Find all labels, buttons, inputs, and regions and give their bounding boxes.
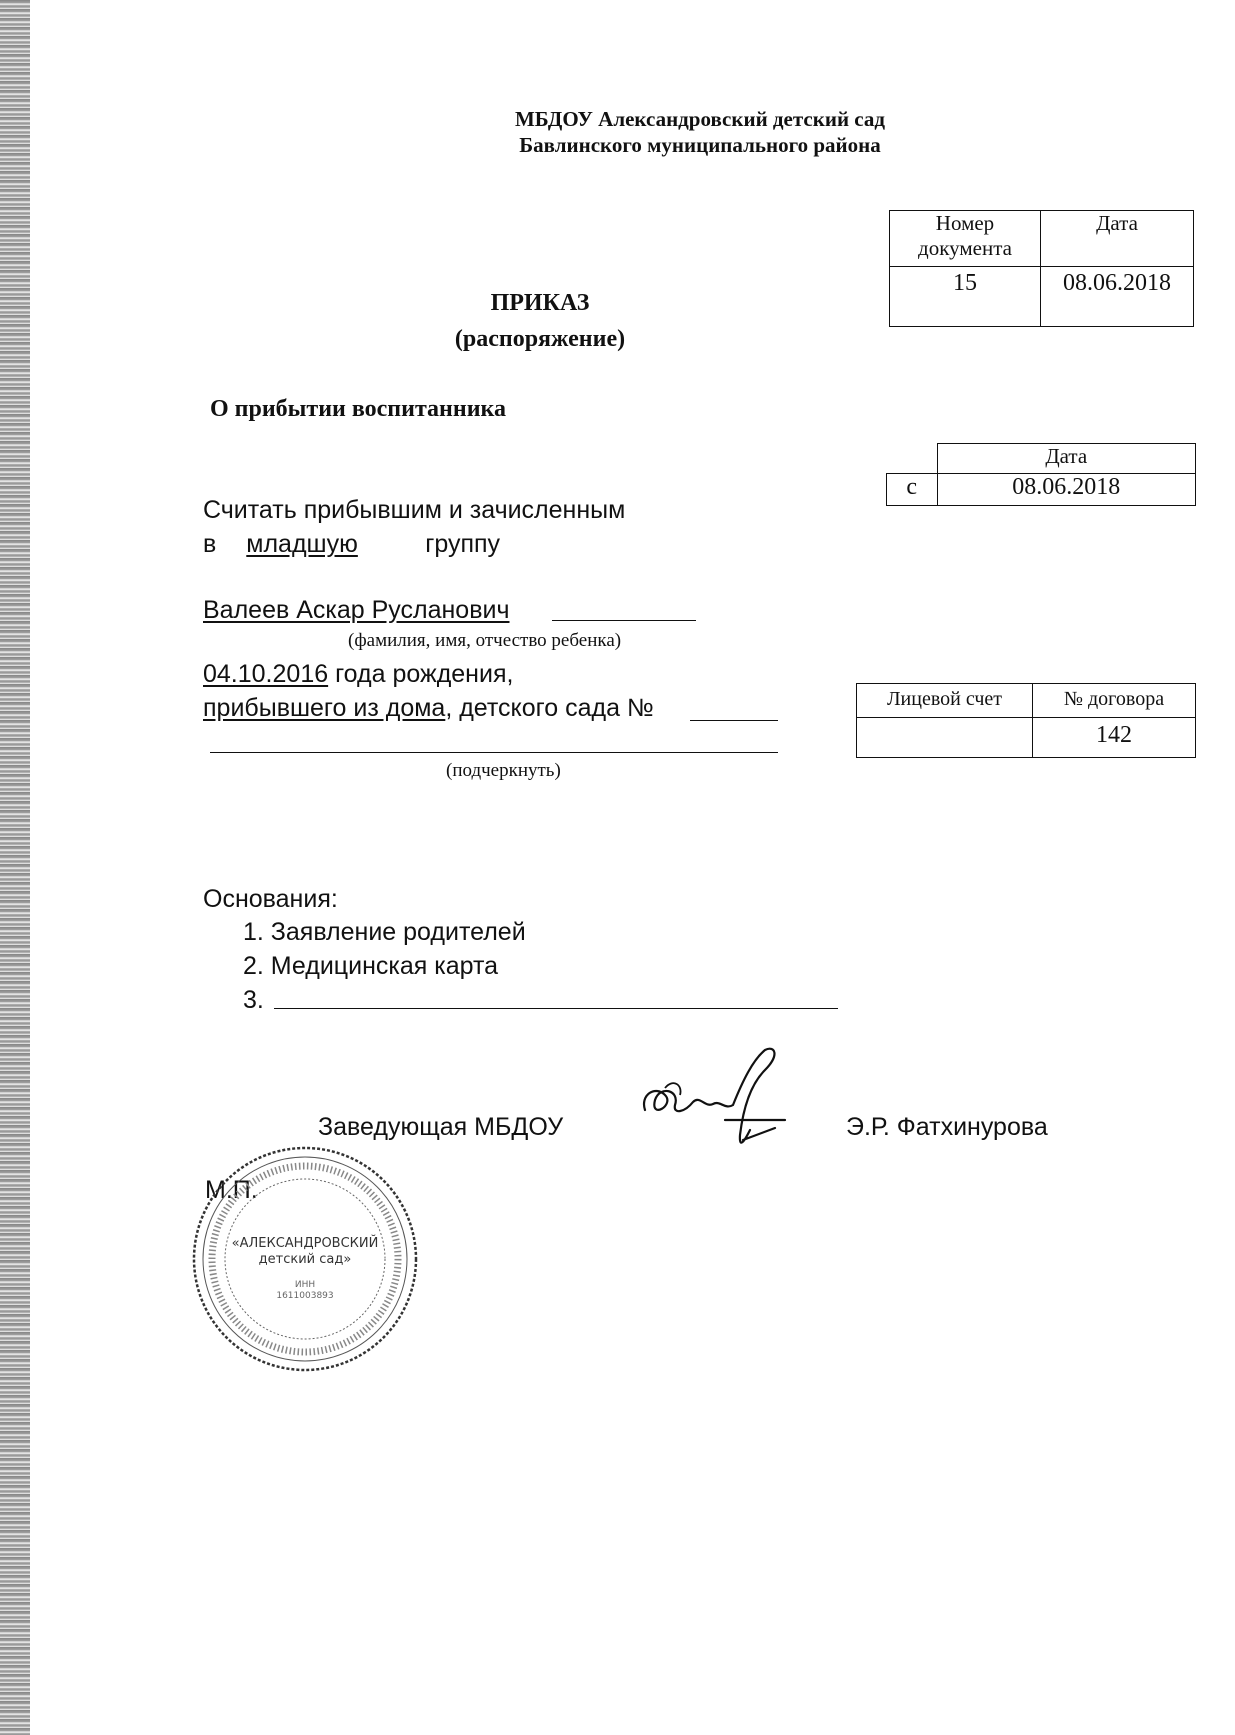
stamp-name-line-1: «АЛЕКСАНДРОВСКИЙ <box>231 1236 379 1251</box>
scan-edge <box>0 0 30 1735</box>
order-subtitle: (распоряжение) <box>454 326 626 352</box>
handwritten-signature <box>625 1040 825 1160</box>
underline-blank <box>210 752 778 753</box>
account-header: Лицевой счет <box>857 684 1033 718</box>
arrived-line <box>203 694 654 723</box>
account-value <box>857 718 1033 758</box>
from-date-prefix: с <box>887 474 938 506</box>
organization-district: Бавлинского муниципального района <box>519 133 881 157</box>
group-line <box>203 530 500 559</box>
order-subject: О прибытии воспитанника <box>210 396 506 422</box>
underline-caption: (подчеркнуть) <box>446 760 561 781</box>
doc-number-header: Номер документа <box>890 211 1041 267</box>
grounds-item-3: 3. <box>243 986 264 1014</box>
birth-line <box>203 660 513 689</box>
order-line-1: Считать прибывшим и зачисленным <box>203 496 626 524</box>
group-value: младшую <box>246 530 358 558</box>
mp-label: М.П. <box>205 1176 258 1204</box>
grounds-item-2: 2. Медицинская карта <box>243 952 499 980</box>
organization-name: МБДОУ Александровский детский сад <box>514 107 886 131</box>
grounds-item-1: 1. Заявление родителей <box>243 918 526 946</box>
stamp-inn-label: ИНН <box>294 1280 316 1290</box>
from-date-table <box>886 443 1196 506</box>
contract-value: 142 <box>1033 718 1196 758</box>
stamp-name-line-2: детский сад» <box>258 1252 352 1267</box>
child-name-line <box>203 596 509 625</box>
from-date-value: 08.06.2018 <box>937 474 1196 506</box>
from-date-header: Дата <box>937 444 1196 474</box>
signatory-position: Заведующая МБДОУ <box>318 1113 564 1141</box>
document-number-table <box>889 210 1194 327</box>
contract-header: № договора <box>1033 684 1196 718</box>
organization-header <box>0 106 1235 158</box>
birth-suffix: года рождения, <box>335 660 514 688</box>
kindergarten-number-blank <box>690 720 778 721</box>
grounds-title: Основания: <box>203 885 338 913</box>
child-name: Валеев Аскар Русланович <box>203 596 510 624</box>
group-suffix: группу <box>425 530 501 558</box>
child-name-blank <box>552 620 696 621</box>
doc-date-header: Дата <box>1041 211 1194 267</box>
account-table <box>856 683 1196 758</box>
order-title: ПРИКАЗ <box>490 290 590 316</box>
signatory-name: Э.Р. Фатхинурова <box>846 1113 1048 1141</box>
child-name-caption: (фамилия, имя, отчество ребенка) <box>348 630 622 651</box>
official-stamp <box>190 1144 420 1374</box>
birth-date: 04.10.2016 <box>203 660 329 688</box>
arrived-from-home: прибывшего из дома <box>203 694 446 722</box>
arrived-rest: , детского сада № <box>445 694 654 722</box>
group-prefix: в <box>203 530 217 558</box>
grounds-item-3-blank <box>274 1008 838 1009</box>
stamp-inn: 1611003893 <box>276 1291 334 1301</box>
doc-date-value: 08.06.2018 <box>1041 267 1194 327</box>
doc-number-value: 15 <box>890 267 1041 327</box>
